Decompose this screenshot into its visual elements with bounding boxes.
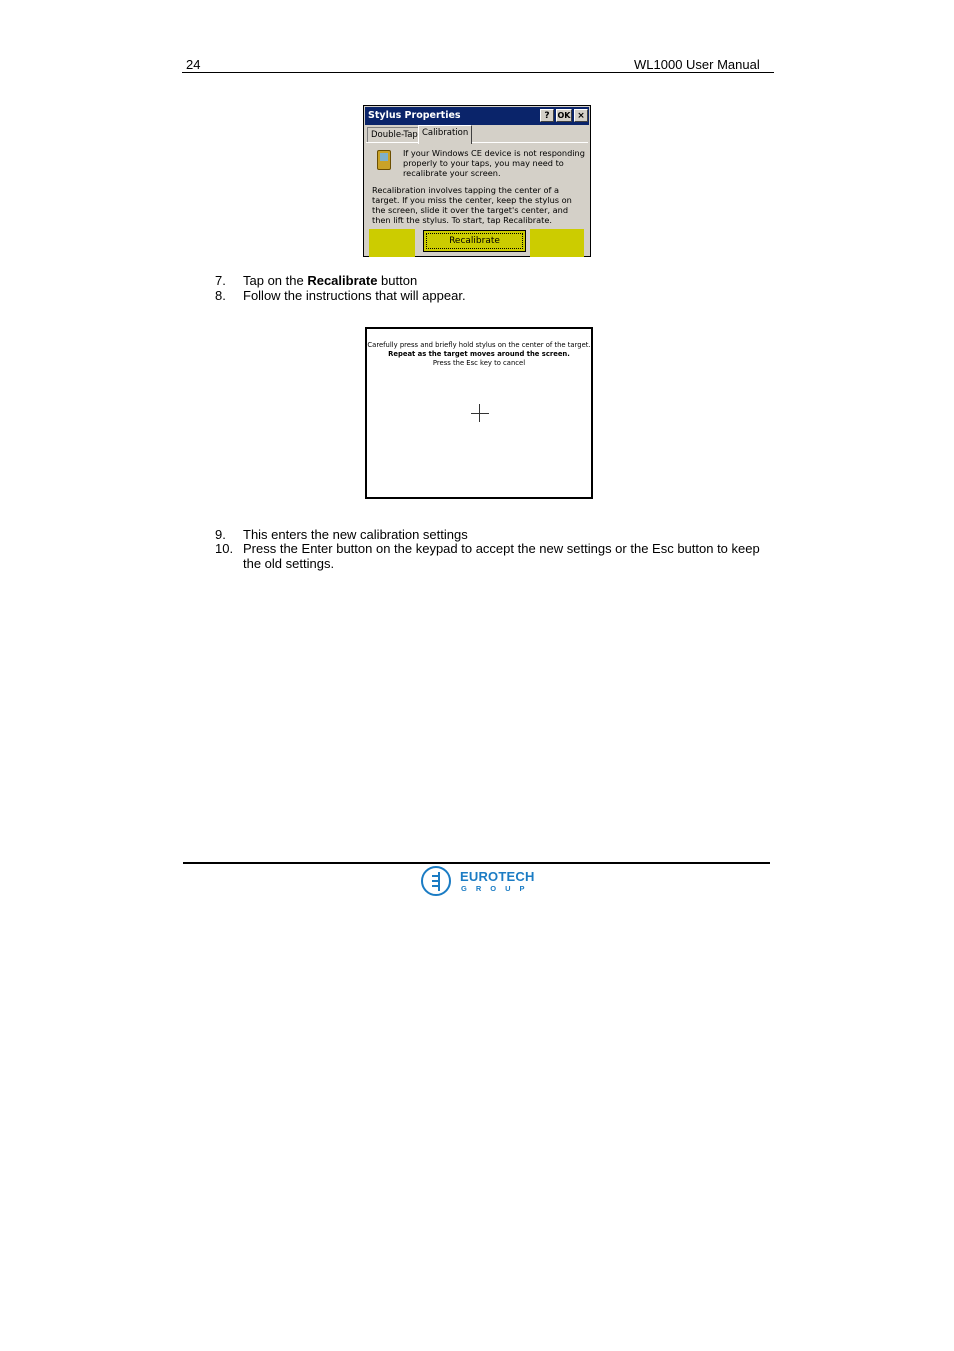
step-number: 8.	[215, 288, 226, 303]
list-item	[215, 527, 775, 542]
calibration-instruction-1: Carefully press and briefly hold stylus on the center of the target.	[367, 341, 591, 349]
crosshair-target-icon[interactable]	[471, 413, 489, 414]
stylus-properties-dialog	[363, 105, 591, 257]
highlight-right	[530, 229, 584, 257]
list-item	[215, 541, 775, 571]
step-text: Press the Enter button on the keypad to accept the new settings or the Esc button to keep	[243, 541, 760, 556]
manual-title: WL1000 User Manual	[634, 57, 760, 72]
step-text: Follow the instructions that will appear.	[243, 288, 466, 303]
close-button[interactable]: ×	[574, 109, 588, 122]
tab-double-tap[interactable]: Double-Tap	[367, 127, 422, 143]
ok-button[interactable]: OK	[557, 111, 571, 120]
device-icon	[377, 150, 391, 170]
help-button[interactable]: ?	[540, 109, 554, 122]
info-line-1: If your Windows CE device is not responding	[403, 148, 585, 158]
step-text	[243, 273, 417, 288]
body-line-3: the screen, slide it over the target's center, and	[372, 205, 569, 215]
step-number: 10.	[215, 541, 234, 556]
calibration-instruction-3: Press the Esc key to cancel	[432, 359, 526, 367]
highlight-left	[369, 229, 415, 257]
calibration-panel	[366, 142, 588, 254]
eurotech-logo-icon	[421, 866, 451, 896]
list-item	[215, 273, 755, 288]
page-number: 24	[186, 57, 201, 72]
list-item	[215, 288, 755, 303]
crosshair-target-icon[interactable]	[479, 404, 480, 422]
recalibrate-button[interactable]: Recalibrate	[423, 230, 526, 252]
footer-rule	[183, 862, 770, 864]
header-rule	[182, 72, 774, 73]
info-line-2: properly to your taps, you may need to	[403, 158, 564, 168]
info-line-3: recalibrate your screen.	[403, 168, 501, 178]
tab-calibration[interactable]: Calibration	[418, 125, 472, 144]
calibration-screen	[365, 327, 593, 499]
step-text: This enters the new calibration settings	[243, 527, 468, 542]
body-line-2: target. If you miss the center, keep the stylus on	[372, 195, 572, 205]
step-text-post: button	[377, 273, 418, 288]
body-line-1: Recalibration involves tapping the center of a	[372, 185, 560, 195]
step-number: 9.	[215, 527, 226, 542]
step-text-pre: Tap on the	[243, 273, 308, 288]
calibration-instruction-2: Repeat as the target moves around the screen.	[388, 350, 570, 358]
logo-wordmark: EUROTECH	[460, 869, 535, 884]
logo-subtitle: GROUP	[461, 884, 534, 893]
dialog-title: Stylus Properties	[368, 110, 461, 121]
body-line-4: then lift the stylus. To start, tap Recalibrate.	[372, 215, 553, 225]
step-number: 7.	[215, 273, 226, 288]
recalibrate-label: Recalibrate	[307, 273, 378, 288]
step-text-continued: the old settings.	[243, 556, 335, 571]
